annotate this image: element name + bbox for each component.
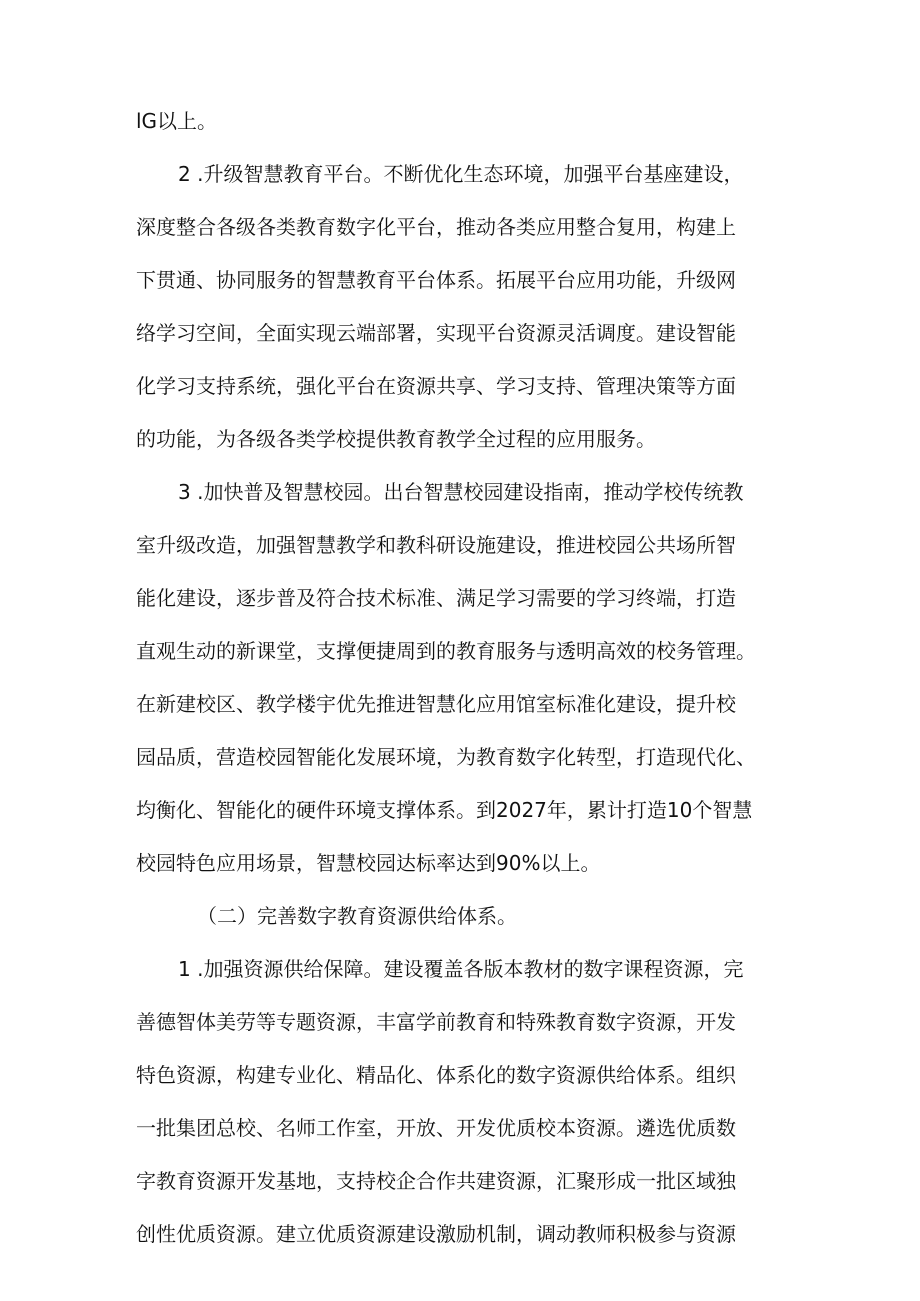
text-line: 均衡化、智能化的硬件环境支撑体系。到2027年，累计打造10个智慧	[136, 798, 753, 822]
text-line: 园品质，营造校园智能化发展环境，为教育数字化转型，打造现代化、	[136, 745, 756, 769]
section-heading: （二）完善数字教育资源供给体系。	[197, 904, 517, 928]
text-line: 特色资源，构建专业化、精品化、体系化的数字资源供给体系。组织	[136, 1063, 736, 1087]
text-line: 室升级改造，加强智慧教学和教科研设施建设，推进校园公共场所智	[136, 533, 736, 557]
text-line: 的功能，为各级各类学校提供教育教学全过程的应用服务。	[136, 427, 656, 451]
text-line: 直观生动的新课堂，支撑便捷周到的教育服务与透明高效的校务管理。	[136, 639, 756, 663]
text-line: 一批集团总校、名师工作室，开放、开发优质校本资源。遴选优质数	[136, 1116, 736, 1140]
text-line: 化学习支持系统，强化平台在资源共享、学习支持、管理决策等方面	[136, 374, 736, 398]
text-line-continuation: lG以上。	[136, 109, 218, 133]
text-line: 字教育资源开发基地，支持校企合作共建资源，汇聚形成一批区域独	[136, 1169, 736, 1193]
text-line: 校园特色应用场景，智慧校园达标率达到90%以上。	[136, 851, 601, 875]
text-line: 在新建校区、教学楼宇优先推进智慧化应用馆室标准化建设，提升校	[136, 692, 736, 716]
text-line: 深度整合各级各类教育数字化平台，推动各类应用整合复用，构建上	[136, 215, 736, 239]
text-line: 能化建设，逐步普及符合技术标准、满足学习需要的学习终端，打造	[136, 586, 736, 610]
item-1-heading-line: 1 .加强资源供给保障。建设覆盖各版本教材的数字课程资源，完	[178, 957, 744, 981]
text-line: 善德智体美劳等专题资源，丰富学前教育和特殊教育数字资源，开发	[136, 1010, 736, 1034]
item-3-heading-line: 3 .加快普及智慧校园。出台智慧校园建设指南，推动学校传统教	[178, 480, 744, 504]
item-2-heading-line: 2 .升级智慧教育平台。不断优化生态环境，加强平台基座建设，	[178, 162, 744, 186]
text-line: 络学习空间，全面实现云端部署，实现平台资源灵活调度。建设智能	[136, 321, 736, 345]
text-line: 下贯通、协同服务的智慧教育平台体系。拓展平台应用功能，升级网	[136, 268, 736, 292]
text-line: 创性优质资源。建立优质资源建设激励机制，调动教师积极参与资源	[136, 1222, 736, 1246]
